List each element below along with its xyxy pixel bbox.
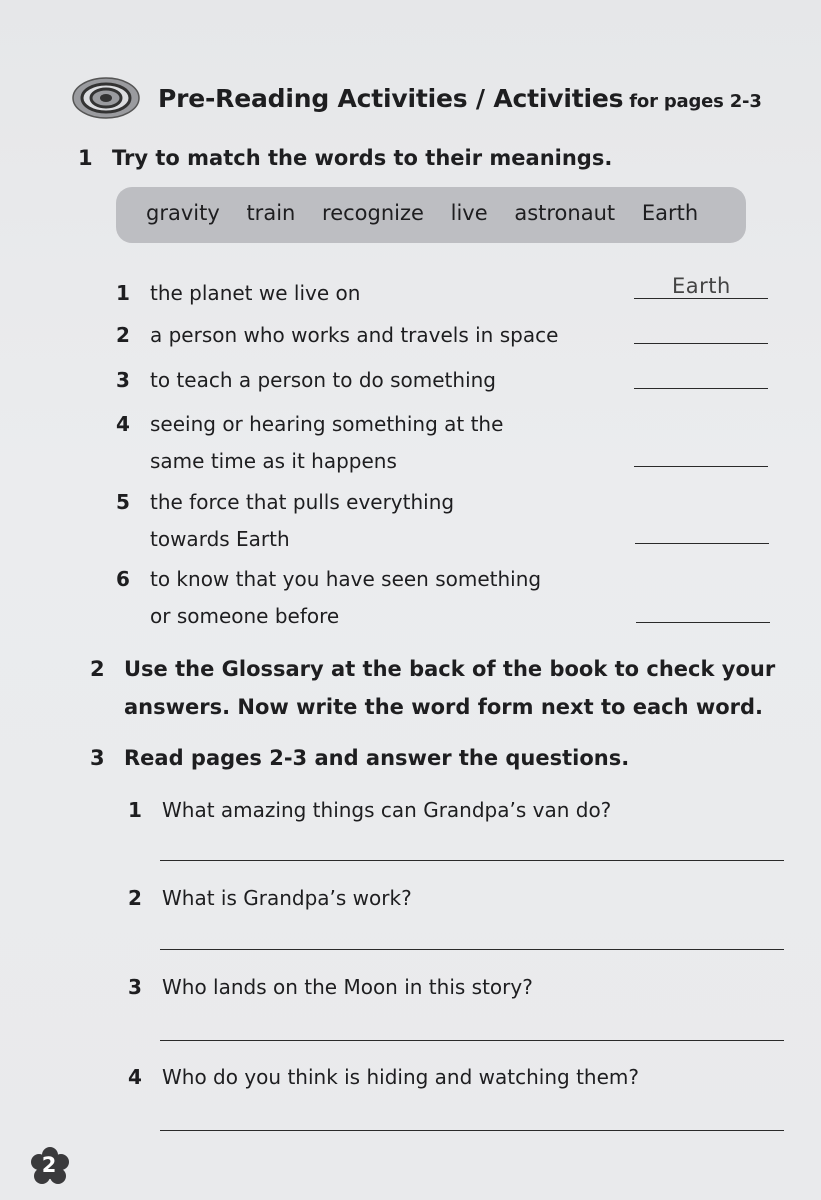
answer-line[interactable]: [160, 859, 784, 861]
question-number: 2: [128, 886, 142, 910]
item-number: 3: [116, 368, 130, 392]
item-definition-cont: towards Earth: [150, 527, 290, 551]
item-definition: the force that pulls everything: [150, 490, 455, 514]
item-definition: the planet we live on: [150, 281, 361, 305]
item-number: 6: [116, 567, 130, 591]
match-item: [116, 362, 496, 399]
item-number: 1: [116, 281, 130, 305]
title-text: Pre-Reading Activities / Activities: [158, 84, 624, 113]
question-number: 3: [90, 746, 105, 770]
word-bank-item: Earth: [641, 201, 699, 225]
match-item: [116, 275, 360, 312]
word-bank: [116, 187, 746, 243]
answer-blank[interactable]: [636, 592, 770, 623]
title-subtitle: for pages 2-3: [629, 91, 762, 112]
question-1-heading: [78, 146, 612, 170]
question-number: 4: [128, 1065, 142, 1089]
word-bank-item: recognize: [322, 201, 424, 225]
word-bank-item: live: [450, 201, 488, 225]
question-2-heading: [90, 650, 775, 726]
item-definition: to teach a person to do something: [150, 368, 497, 392]
word-bank-item: gravity: [146, 201, 220, 225]
item-definition-cont: same time as it happens: [150, 449, 397, 473]
match-item: [116, 406, 503, 480]
question-3-heading: [90, 746, 629, 770]
answer-line[interactable]: [160, 1129, 784, 1131]
page-number: 2: [41, 1153, 57, 1177]
item-definition: to know that you have seen something: [150, 567, 542, 591]
question-instruction-cont: answers. Now write the word form next to each word.: [124, 695, 764, 719]
word-bank-item: train: [246, 201, 296, 225]
question-instruction: Read pages 2-3 and answer the questions.: [124, 746, 630, 770]
answer-blank[interactable]: [634, 313, 768, 344]
answer-blank[interactable]: [634, 358, 768, 389]
answer-line[interactable]: [160, 948, 784, 950]
answer-blank[interactable]: [634, 436, 768, 467]
page-number-badge: [30, 1147, 70, 1187]
match-item: [116, 561, 541, 635]
item-number: 2: [116, 323, 130, 347]
question-number: 3: [128, 975, 142, 999]
question-text: What amazing things can Grandpa’s van do?: [162, 798, 612, 822]
answer-blank[interactable]: [635, 513, 769, 544]
item-definition: seeing or hearing something at the: [150, 412, 504, 436]
section-header: [72, 70, 792, 130]
answer-blank[interactable]: [634, 268, 768, 299]
item-number: 4: [116, 412, 130, 436]
match-item: [116, 317, 558, 354]
comprehension-question: [128, 886, 412, 910]
question-number: 1: [78, 146, 93, 170]
question-text: Who lands on the Moon in this story?: [162, 975, 533, 999]
page-title: [158, 84, 762, 113]
match-item: [116, 484, 454, 558]
item-number: 5: [116, 490, 130, 514]
comprehension-question: [128, 798, 611, 822]
comprehension-question: [128, 1065, 639, 1089]
question-text: Who do you think is hiding and watching them?: [162, 1065, 639, 1089]
word-bank-item: astronaut: [514, 201, 616, 225]
question-instruction: Use the Glossary at the back of the book to check your: [124, 657, 776, 681]
question-number: 1: [128, 798, 142, 822]
question-number: 2: [90, 657, 105, 681]
answer-line[interactable]: [160, 1039, 784, 1041]
item-definition-cont: or someone before: [150, 604, 340, 628]
flower-spiral-icon: [72, 76, 142, 120]
question-text: What is Grandpa’s work?: [162, 886, 412, 910]
comprehension-question: [128, 975, 533, 999]
handwritten-answer: Earth: [672, 274, 731, 298]
question-instruction: Try to match the words to their meanings.: [112, 146, 613, 170]
item-definition: a person who works and travels in space: [150, 323, 559, 347]
